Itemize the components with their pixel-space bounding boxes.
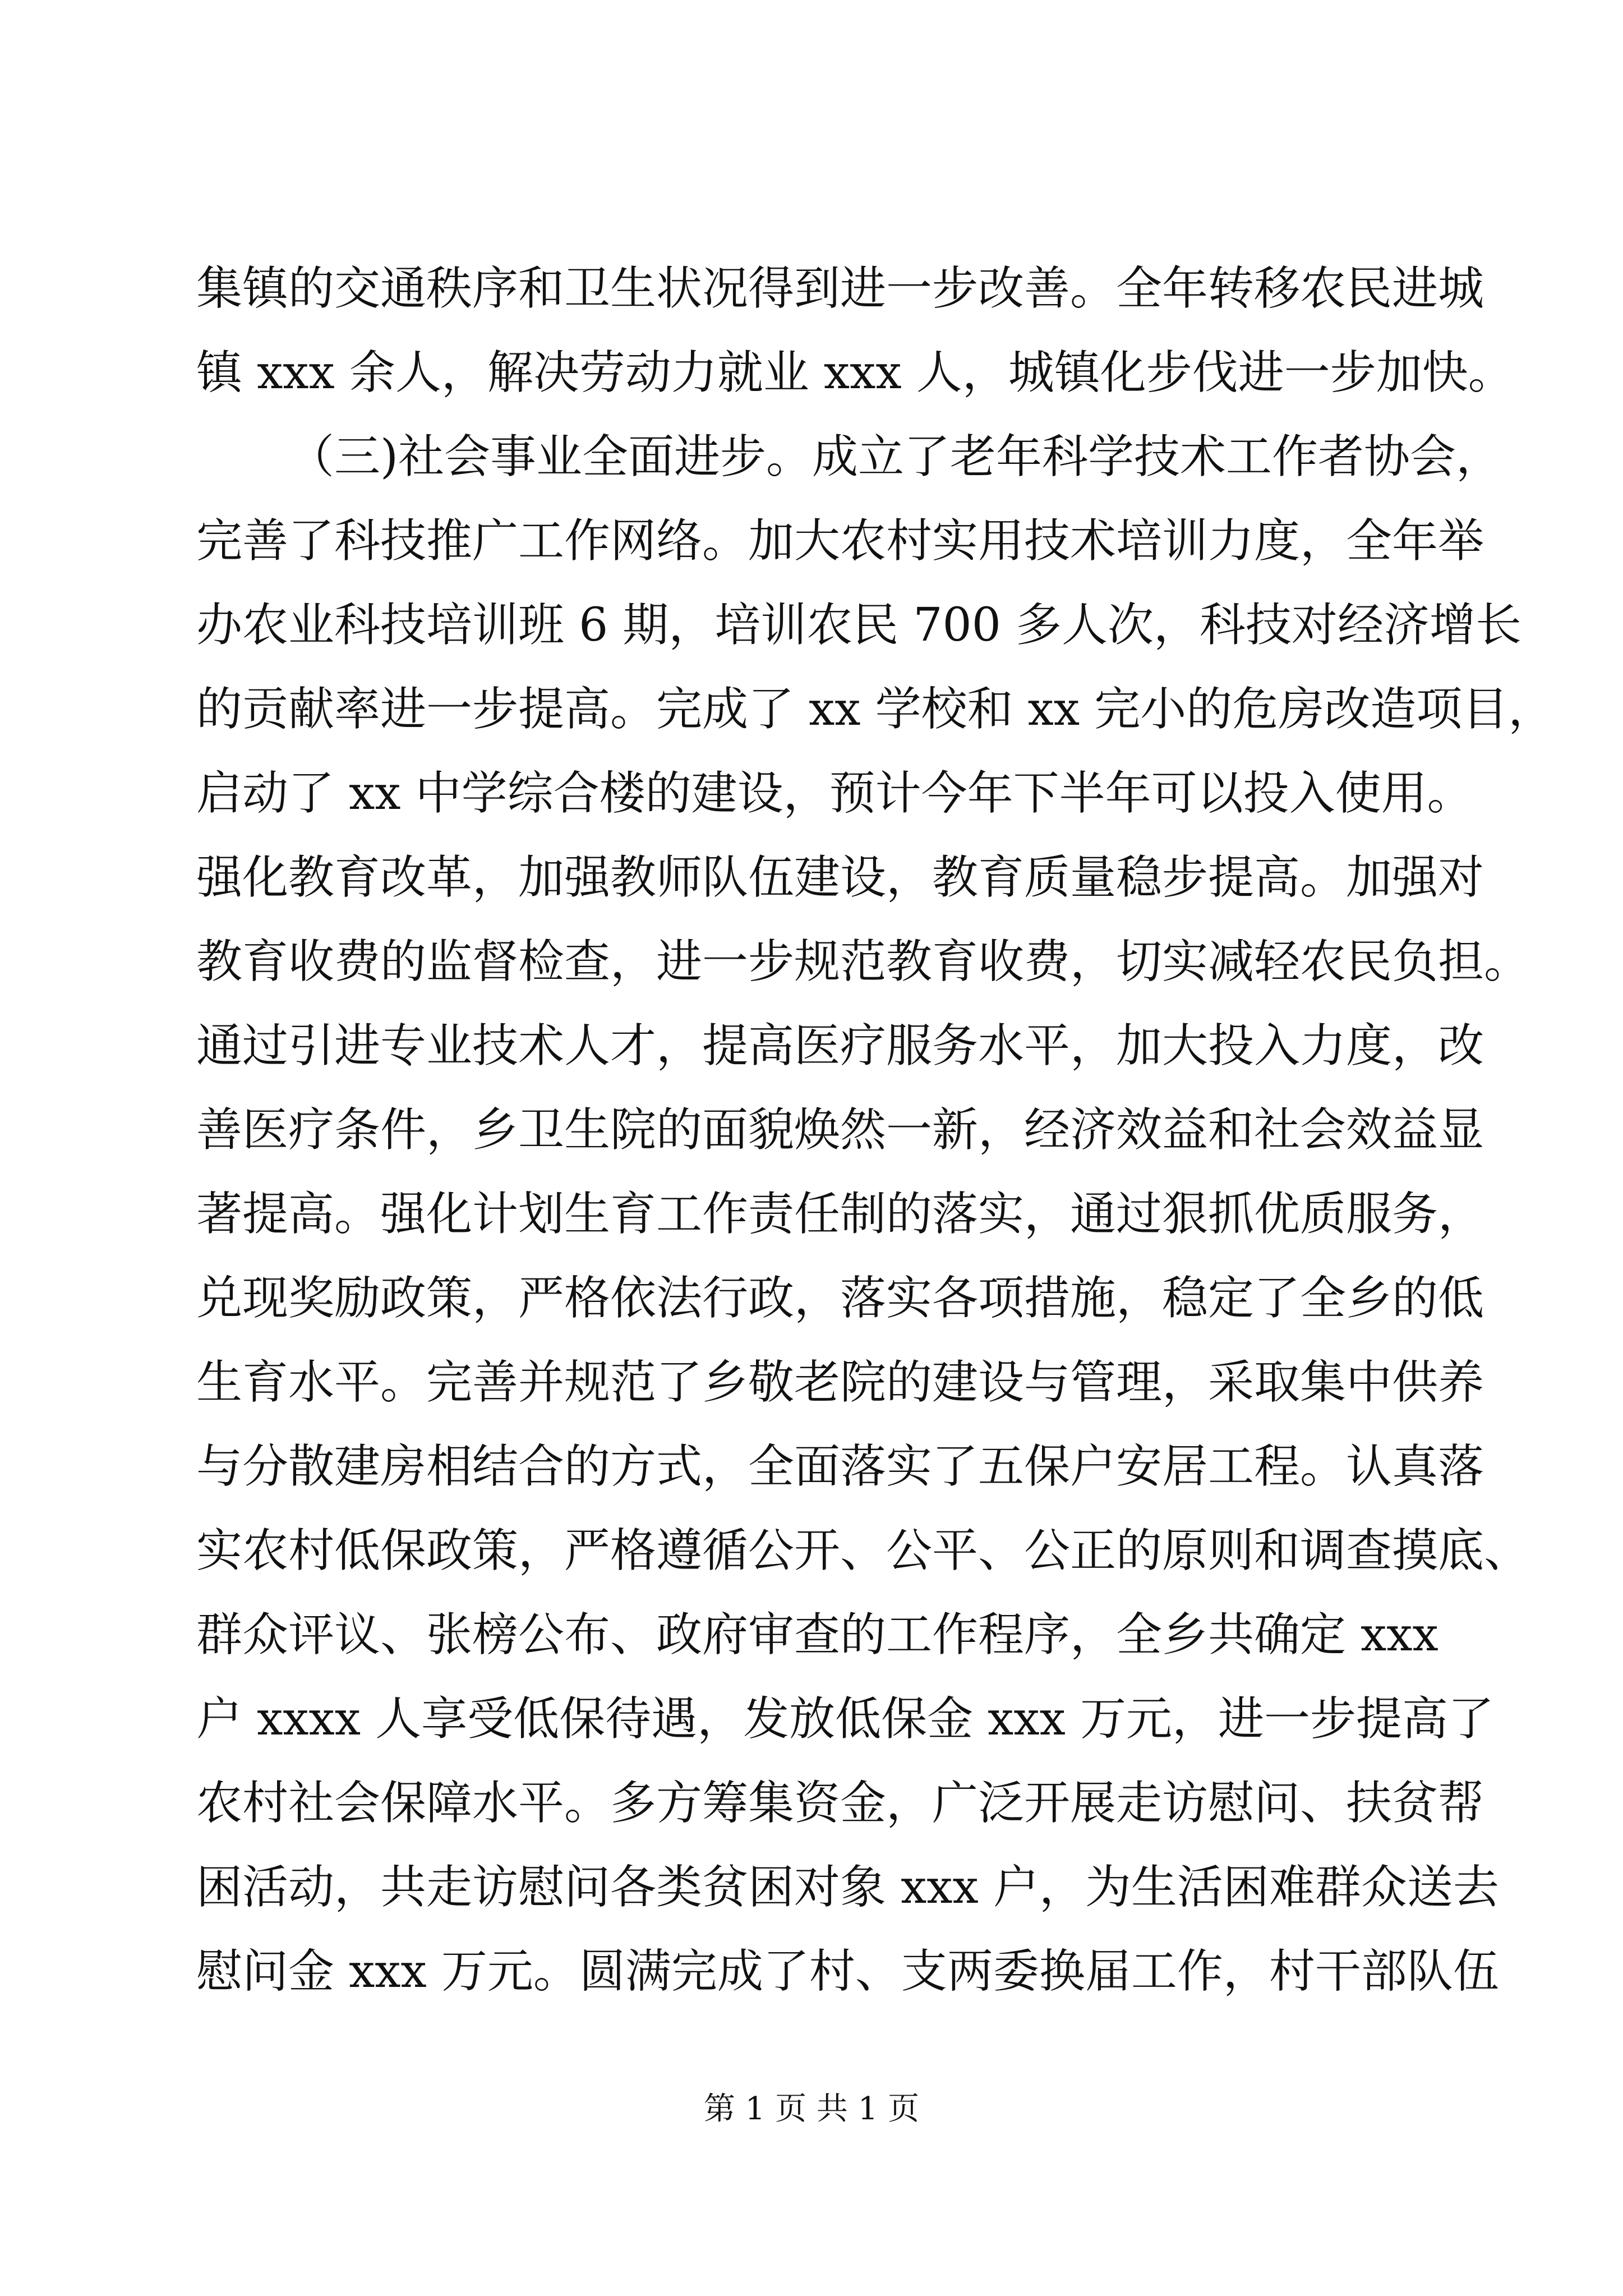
text-line: 户 xxxx 人享受低保待遇，发放低保金 xxx 万元，进一步提高了: [196, 1692, 1494, 1746]
text-line: 强化教育改革，加强教师队伍建设，教育质量稳步提高。加强对: [196, 851, 1484, 904]
body-text: [196, 247, 1555, 2014]
text-line: 实农村低保政策，严格遵循公开、公平、公正的原则和调查摸底、: [196, 1524, 1530, 1577]
text-line: 农村社会保障水平。多方筹集资金，广泛开展走访慰问、扶贫帮: [196, 1777, 1484, 1830]
text-line: （三)社会事业全面进步。成立了老年科学技术工作者协会，: [288, 430, 1502, 484]
text-line: 完善了科技推广工作网络。加大农村实用技术培训力度，全年举: [196, 514, 1484, 568]
text-line: 启动了 xx 中学综合楼的建设，预计今年下半年可以投入使用。: [196, 767, 1473, 820]
text-line: 镇 xxx 余人，解决劳动力就业 xxx 人，城镇化步伐进一步加快。: [196, 346, 1514, 399]
text-line: 与分散建房相结合的方式，全面落实了五保户安居工程。认真落: [196, 1440, 1484, 1493]
text-line: 善医疗条件，乡卫生院的面貌焕然一新，经济效益和社会效益显: [196, 1103, 1484, 1157]
text-line: 困活动，共走访慰问各类贫困对象 xxx 户，为生活困难群众送去: [196, 1861, 1499, 1914]
text-line: 教育收费的监督检查，进一步规范教育收费，切实减轻农民负担。: [196, 935, 1530, 988]
page-footer: 第 1 页 共 1 页: [703, 2091, 920, 2127]
text-line: 慰问金 xxx 万元。圆满完成了村、支两委换届工作，村干部队伍: [196, 1945, 1499, 1998]
text-line: 通过引进专业技术人才，提高医疗服务水平，加大投入力度，改: [196, 1019, 1484, 1073]
text-line: 群众评议、张榜公布、政府审查的工作程序，全乡共确定 xxx: [196, 1608, 1438, 1662]
text-line: 兑现奖励政策，严格依法行政，落实各项措施，稳定了全乡的低: [196, 1272, 1484, 1325]
text-line: 集镇的交通秩序和卫生状况得到进一步改善。全年转移农民进城: [196, 262, 1484, 315]
text-line: 生育水平。完善并规范了乡敬老院的建设与管理，采取集中供养: [196, 1356, 1484, 1409]
text-line: 的贡献率进一步提高。完成了 xx 学校和 xx 完小的危房改造项目，: [196, 683, 1555, 736]
text-line: 办农业科技培训班 6 期，培训农民 700 多人次，科技对经济增长: [196, 599, 1521, 652]
text-line: 著提高。强化计划生育工作责任制的落实，通过狠抓优质服务，: [196, 1188, 1484, 1241]
